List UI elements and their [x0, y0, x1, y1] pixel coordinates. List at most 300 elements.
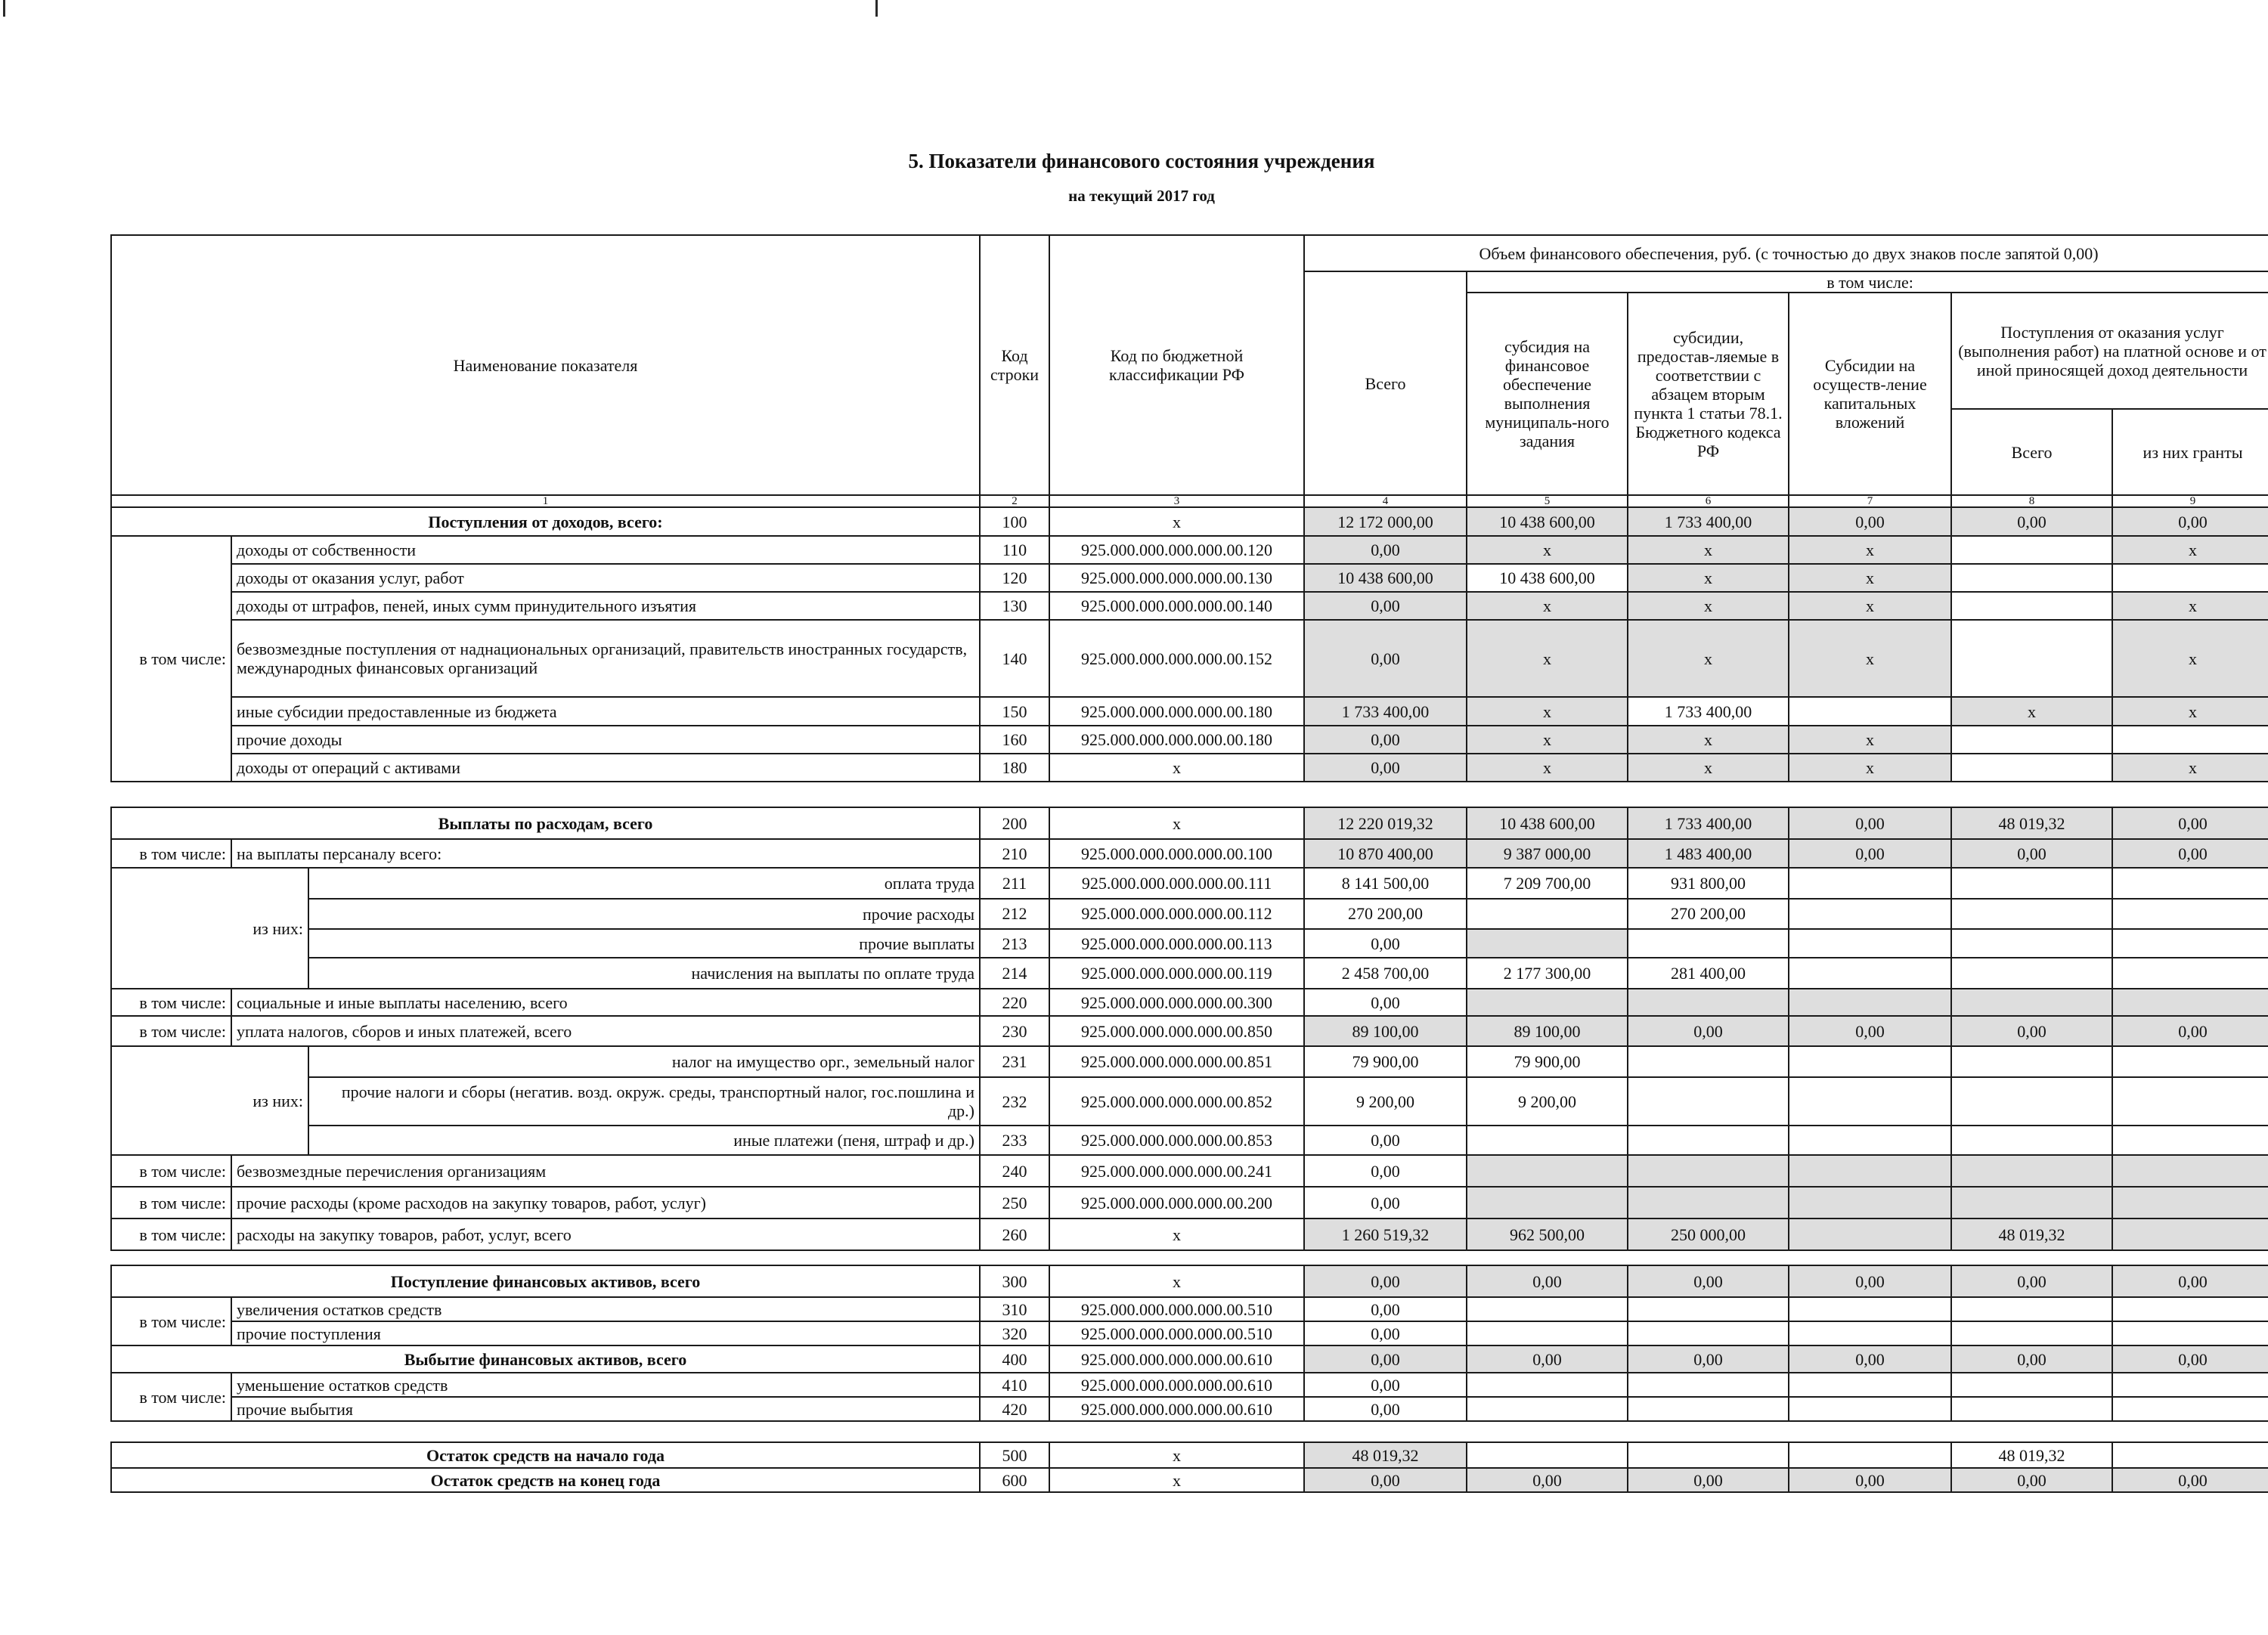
cell-subsidy-task — [1467, 1397, 1628, 1421]
cell-subsidy-78 — [1628, 1077, 1789, 1126]
row-code: 232 — [980, 1077, 1049, 1126]
cell-total: 270 200,00 — [1304, 899, 1467, 930]
cell-subsidy-task: 0,00 — [1467, 1345, 1628, 1373]
cell-subsidy-78: 281 400,00 — [1628, 958, 1789, 989]
cell-total: 0,00 — [1304, 1187, 1467, 1219]
cell-subsidy-capital — [1789, 1219, 1951, 1250]
table-row — [111, 1345, 2268, 1373]
group-label: в том числе: — [111, 536, 231, 782]
cell-total: 10 438 600,00 — [1304, 564, 1467, 592]
cell-subsidy-task — [1467, 1126, 1628, 1155]
cell-subsidy-task — [1467, 1297, 1628, 1321]
col-number: 4 — [1304, 495, 1467, 507]
row-name: доходы от штрафов, пеней, иных сумм принудительного изъятия — [231, 592, 980, 620]
row-name: прочие расходы — [308, 899, 979, 929]
cell-subsidy-capital — [1789, 1297, 1951, 1321]
header-volume: Объем финансового обеспечения, руб. (с точностью до двух знаков после запятой 0,00) — [1304, 235, 2268, 271]
cell-total: 48 019,32 — [1304, 1442, 1467, 1468]
cell-paid-total: 48 019,32 — [1951, 807, 2112, 839]
cell-subsidy-78 — [1628, 1126, 1789, 1155]
cell-subsidy-78 — [1628, 989, 1789, 1016]
group-label: в том числе: — [111, 1155, 231, 1187]
cell-paid-grants: 0,00 — [2112, 507, 2268, 536]
cell-paid-total — [1951, 564, 2112, 592]
cell-paid-grants — [2112, 1219, 2268, 1250]
row-code: 210 — [980, 839, 1049, 868]
scan-mark — [875, 0, 878, 17]
group-label: в том числе: — [111, 1187, 231, 1219]
cell-paid-total — [1951, 989, 2112, 1016]
table-row — [111, 1468, 2268, 1492]
row-kbk: 925.000.000.000.000.00.140 — [1049, 592, 1304, 620]
row-kbk: 925.000.000.000.000.00.120 — [1049, 536, 1304, 564]
cell-paid-total — [1951, 1321, 2112, 1345]
cell-paid-grants — [2112, 726, 2268, 754]
row-kbk: 925.000.000.000.000.00.200 — [1049, 1187, 1304, 1219]
row-code: 230 — [980, 1016, 1049, 1046]
cell-subsidy-task: 79 900,00 — [1467, 1046, 1628, 1077]
header-paid-total: Всего — [1952, 410, 2113, 494]
row-code: 320 — [980, 1321, 1049, 1345]
cell-total: 0,00 — [1304, 754, 1467, 782]
cell-subsidy-78: 1 733 400,00 — [1628, 807, 1789, 839]
cell-paid-grants — [2112, 989, 2268, 1016]
cell-subsidy-capital: 0,00 — [1789, 1016, 1951, 1046]
table-row — [111, 1373, 2268, 1397]
document-subtitle: на текущий 2017 год — [1068, 187, 1215, 205]
cell-subsidy-task: 0,00 — [1467, 1265, 1628, 1297]
row-code: 150 — [980, 697, 1049, 726]
table-row — [111, 1397, 2268, 1421]
cell-total: 0,00 — [1304, 1126, 1467, 1155]
row-code: 600 — [980, 1468, 1049, 1492]
cell-paid-grants — [2112, 899, 2268, 930]
cell-subsidy-capital — [1789, 1321, 1951, 1345]
row-name: доходы от операций с активами — [231, 754, 980, 782]
table-row — [111, 564, 2268, 592]
cell-paid-grants: 0,00 — [2112, 1345, 2268, 1373]
cell-subsidy-task: х — [1467, 754, 1628, 782]
cell-subsidy-task — [1467, 899, 1628, 930]
cell-subsidy-capital: х — [1789, 726, 1951, 754]
cell-paid-grants: 0,00 — [2112, 1468, 2268, 1492]
cell-subsidy-capital: 0,00 — [1789, 507, 1951, 536]
cell-subsidy-78: х — [1628, 620, 1789, 697]
cell-subsidy-capital — [1789, 1442, 1951, 1468]
cell-total: 0,00 — [1304, 1265, 1467, 1297]
row-kbk: 925.000.000.000.000.00.851 — [1049, 1046, 1304, 1077]
row-name: Поступление финансовых активов, всего — [111, 1265, 980, 1297]
cell-subsidy-78 — [1628, 1187, 1789, 1219]
cell-total: 1 260 519,32 — [1304, 1219, 1467, 1250]
table-row — [111, 1265, 2268, 1297]
cell-paid-grants: 0,00 — [2112, 839, 2268, 868]
cell-paid-grants: 0,00 — [2112, 1016, 2268, 1046]
row-code: 420 — [980, 1397, 1049, 1421]
cell-paid-grants — [2112, 1126, 2268, 1155]
table-row — [111, 1297, 2268, 1321]
row-code: 310 — [980, 1297, 1049, 1321]
cell-paid-grants: 0,00 — [2112, 1265, 2268, 1297]
cell-subsidy-task: х — [1467, 536, 1628, 564]
row-code: 200 — [980, 807, 1049, 839]
table-row — [111, 754, 2268, 782]
cell-subsidy-78: 1 733 400,00 — [1628, 697, 1789, 726]
table-row — [111, 1155, 2268, 1187]
cell-subsidy-task: 7 209 700,00 — [1467, 868, 1628, 899]
group-label: из них: — [112, 1047, 308, 1154]
sub-group — [111, 1046, 980, 1155]
cell-subsidy-capital — [1789, 989, 1951, 1016]
row-kbk: х — [1049, 807, 1304, 839]
cell-subsidy-task — [1467, 1321, 1628, 1345]
group-label: в том числе: — [111, 989, 231, 1016]
cell-subsidy-78 — [1628, 1046, 1789, 1077]
row-name: Выплаты по расходам, всего — [111, 807, 980, 839]
header-name: Наименование показателя — [111, 235, 980, 495]
row-kbk: 925.000.000.000.000.00.180 — [1049, 726, 1304, 754]
cell-total: 10 870 400,00 — [1304, 839, 1467, 868]
table-row — [111, 989, 2268, 1016]
cell-subsidy-78 — [1628, 929, 1789, 958]
row-name: прочие налоги и сборы (негатив. возд. окруж. среды, транспортный налог, гос.пошлина и др.) — [308, 1077, 979, 1126]
cell-subsidy-capital: х — [1789, 564, 1951, 592]
row-kbk: 925.000.000.000.000.00.180 — [1049, 697, 1304, 726]
cell-total: 12 172 000,00 — [1304, 507, 1467, 536]
cell-paid-total — [1951, 1126, 2112, 1155]
cell-total: 79 900,00 — [1304, 1046, 1467, 1077]
row-name: увеличения остатков средств — [231, 1297, 980, 1321]
row-kbk: 925.000.000.000.000.00.510 — [1049, 1321, 1304, 1345]
cell-subsidy-capital — [1789, 1046, 1951, 1077]
row-name: Поступления от доходов, всего: — [111, 507, 980, 536]
table-row — [111, 1187, 2268, 1219]
cell-subsidy-task: 10 438 600,00 — [1467, 807, 1628, 839]
cell-total: 12 220 019,32 — [1304, 807, 1467, 839]
header-total: Всего — [1304, 271, 1467, 495]
row-code: 180 — [980, 754, 1049, 782]
cell-paid-grants — [2112, 1297, 2268, 1321]
row-code: 100 — [980, 507, 1049, 536]
cell-subsidy-capital: х — [1789, 754, 1951, 782]
sub-group — [111, 868, 980, 989]
table-row — [111, 839, 2268, 868]
table-row — [111, 1321, 2268, 1345]
row-name: иные платежи (пеня, штраф и др.) — [308, 1126, 979, 1154]
table-row — [111, 1219, 2268, 1250]
row-code: 250 — [980, 1187, 1049, 1219]
row-name: прочие выбытия — [231, 1397, 980, 1421]
cell-paid-total — [1951, 620, 2112, 697]
row-kbk: х — [1049, 1265, 1304, 1297]
cell-subsidy-task: 10 438 600,00 — [1467, 564, 1628, 592]
group-label: в том числе: — [111, 1219, 231, 1250]
cell-paid-total — [1951, 899, 2112, 930]
cell-subsidy-capital — [1789, 868, 1951, 899]
cell-total: 0,00 — [1304, 1373, 1467, 1397]
cell-paid-grants — [2112, 958, 2268, 989]
row-code: 410 — [980, 1373, 1049, 1397]
cell-paid-total — [1951, 1297, 2112, 1321]
cell-subsidy-78 — [1628, 1321, 1789, 1345]
cell-subsidy-task: 962 500,00 — [1467, 1219, 1628, 1250]
cell-paid-total: 0,00 — [1951, 1265, 2112, 1297]
row-code: 214 — [980, 958, 1049, 989]
cell-subsidy-78: 1 483 400,00 — [1628, 839, 1789, 868]
balance-table — [110, 1441, 2268, 1493]
cell-subsidy-78: х — [1628, 726, 1789, 754]
row-kbk: 925.000.000.000.000.00.853 — [1049, 1126, 1304, 1155]
cell-paid-total — [1951, 929, 2112, 958]
col-number: 1 — [111, 495, 980, 507]
cell-paid-total — [1951, 1155, 2112, 1187]
cell-total: 0,00 — [1304, 1468, 1467, 1492]
cell-total: 0,00 — [1304, 536, 1467, 564]
cell-subsidy-capital: 0,00 — [1789, 1468, 1951, 1492]
cell-paid-grants — [2112, 564, 2268, 592]
row-name: социальные и иные выплаты населению, всего — [231, 989, 980, 1016]
row-name: прочие доходы — [231, 726, 980, 754]
cell-total: 0,00 — [1304, 1345, 1467, 1373]
cell-subsidy-task: х — [1467, 726, 1628, 754]
cell-total: 0,00 — [1304, 1397, 1467, 1421]
cell-paid-grants — [2112, 1187, 2268, 1219]
row-name: на выплаты персаналу всего: — [231, 839, 980, 868]
row-name: доходы от собственности — [231, 536, 980, 564]
cell-total: 89 100,00 — [1304, 1016, 1467, 1046]
row-kbk: 925.000.000.000.000.00.850 — [1049, 1016, 1304, 1046]
row-code: 110 — [980, 536, 1049, 564]
row-code: 260 — [980, 1219, 1049, 1250]
cell-subsidy-78: 270 200,00 — [1628, 899, 1789, 930]
row-kbk: 925.000.000.000.000.00.510 — [1049, 1297, 1304, 1321]
row-name: безвозмездные поступления от наднациональных организаций, правительств иностранных государств, международных финансовых организаций — [231, 620, 980, 697]
cell-paid-total — [1951, 536, 2112, 564]
cell-paid-grants — [2112, 929, 2268, 958]
expenses-table — [110, 807, 2268, 1251]
header-paid: Поступления от оказания услуг (выполнения работ) на платной основе и от иной приносящей доход деятельности — [1952, 293, 2268, 410]
cell-total: 0,00 — [1304, 726, 1467, 754]
row-code: 220 — [980, 989, 1049, 1016]
cell-paid-total: 48 019,32 — [1951, 1442, 2112, 1468]
row-kbk: х — [1049, 1219, 1304, 1250]
header-paid-grants: из них гранты — [2143, 442, 2243, 462]
cell-paid-total: 0,00 — [1951, 1345, 2112, 1373]
cell-subsidy-task: 0,00 — [1467, 1468, 1628, 1492]
cell-paid-total — [1951, 592, 2112, 620]
cell-paid-total — [1951, 958, 2112, 989]
row-name: Остаток средств на конец года — [111, 1468, 980, 1492]
row-kbk: 925.000.000.000.000.00.610 — [1049, 1345, 1304, 1373]
cell-subsidy-78: 250 000,00 — [1628, 1219, 1789, 1250]
cell-paid-total — [1951, 1046, 2112, 1077]
row-name: налог на имущество орг., земельный налог — [308, 1047, 979, 1077]
table-row — [111, 726, 2268, 754]
table-row — [111, 620, 2268, 697]
cell-subsidy-task — [1467, 1187, 1628, 1219]
cell-subsidy-capital: 0,00 — [1789, 839, 1951, 868]
row-kbk: 925.000.000.000.000.00.111 — [1049, 868, 1304, 899]
row-name: расходы на закупку товаров, работ, услуг, всего — [231, 1219, 980, 1250]
col-number: 2 — [980, 495, 1049, 507]
cell-paid-total — [1951, 726, 2112, 754]
cell-subsidy-78: х — [1628, 754, 1789, 782]
table-row — [111, 1442, 2268, 1468]
cell-subsidy-task: 9 387 000,00 — [1467, 839, 1628, 868]
table-row — [111, 1016, 2268, 1046]
cell-subsidy-capital — [1789, 1397, 1951, 1421]
row-name: прочие расходы (кроме расходов на закупку товаров, работ, услуг) — [231, 1187, 980, 1219]
row-name: безвозмездные перечисления организациям — [231, 1155, 980, 1187]
cell-total: 0,00 — [1304, 1297, 1467, 1321]
row-code: 130 — [980, 592, 1049, 620]
cell-subsidy-task — [1467, 1155, 1628, 1187]
cell-subsidy-capital — [1789, 1373, 1951, 1397]
row-name: оплата труда — [308, 869, 979, 899]
cell-total: 1 733 400,00 — [1304, 697, 1467, 726]
col-number: 6 — [1628, 495, 1789, 507]
cell-total: 2 458 700,00 — [1304, 958, 1467, 989]
header-including: в том числе: — [1467, 271, 2268, 293]
cell-paid-grants — [2112, 1397, 2268, 1421]
row-code: 233 — [980, 1126, 1049, 1155]
row-code: 500 — [980, 1442, 1049, 1468]
cell-total: 0,00 — [1304, 1155, 1467, 1187]
cell-subsidy-capital: 0,00 — [1789, 1345, 1951, 1373]
cell-paid-grants — [2112, 1046, 2268, 1077]
row-code: 400 — [980, 1345, 1049, 1373]
cell-subsidy-78 — [1628, 1297, 1789, 1321]
cell-subsidy-78: 931 800,00 — [1628, 868, 1789, 899]
group-label: из них: — [112, 869, 308, 988]
cell-paid-grants — [2112, 1077, 2268, 1126]
cell-subsidy-task: 9 200,00 — [1467, 1077, 1628, 1126]
cell-subsidy-78 — [1628, 1397, 1789, 1421]
group-label: в том числе: — [111, 1297, 231, 1345]
row-kbk: 925.000.000.000.000.00.100 — [1049, 839, 1304, 868]
cell-total: 0,00 — [1304, 592, 1467, 620]
cell-subsidy-78: х — [1628, 564, 1789, 592]
cell-paid-grants — [2112, 1155, 2268, 1187]
header-code: Код строки — [980, 235, 1049, 495]
cell-subsidy-78: 0,00 — [1628, 1265, 1789, 1297]
row-kbk: 925.000.000.000.000.00.113 — [1049, 929, 1304, 958]
cell-paid-total — [1951, 754, 2112, 782]
cell-subsidy-78: 1 733 400,00 — [1628, 507, 1789, 536]
cell-total: 0,00 — [1304, 989, 1467, 1016]
row-name: иные субсидии предоставленные из бюджета — [231, 697, 980, 726]
cell-subsidy-capital: 0,00 — [1789, 1265, 1951, 1297]
row-code: 213 — [980, 929, 1049, 958]
row-kbk: 925.000.000.000.000.00.112 — [1049, 899, 1304, 930]
cell-subsidy-capital: 0,00 — [1789, 807, 1951, 839]
row-code: 140 — [980, 620, 1049, 697]
row-name: прочие поступления — [231, 1321, 980, 1345]
cell-subsidy-78 — [1628, 1442, 1789, 1468]
col-number: 3 — [1049, 495, 1304, 507]
header-subsidy-78: субсидии, предостав-ляемые в соответствии с абзацем вторым пункта 1 статьи 78.1. Бюджетного кодекса РФ — [1628, 293, 1789, 495]
cell-subsidy-capital: х — [1789, 620, 1951, 697]
cell-subsidy-capital — [1789, 1126, 1951, 1155]
cell-subsidy-capital — [1789, 958, 1951, 989]
cell-subsidy-78: х — [1628, 592, 1789, 620]
cell-subsidy-task — [1467, 1442, 1628, 1468]
row-kbk: х — [1049, 1468, 1304, 1492]
cell-total: 9 200,00 — [1304, 1077, 1467, 1126]
cell-subsidy-task — [1467, 929, 1628, 958]
cell-paid-grants — [2112, 1321, 2268, 1345]
cell-subsidy-task: 89 100,00 — [1467, 1016, 1628, 1046]
row-code: 300 — [980, 1265, 1049, 1297]
cell-total: 0,00 — [1304, 1321, 1467, 1345]
cell-subsidy-task: х — [1467, 697, 1628, 726]
table-row — [111, 1046, 2268, 1077]
row-kbk: х — [1049, 754, 1304, 782]
row-name: Остаток средств на начало года — [111, 1442, 980, 1468]
cell-subsidy-capital — [1789, 929, 1951, 958]
cell-subsidy-78: х — [1628, 536, 1789, 564]
row-kbk: 925.000.000.000.000.00.852 — [1049, 1077, 1304, 1126]
header-kbk: Код по бюджетной классификации РФ — [1049, 235, 1304, 495]
cell-subsidy-78: 0,00 — [1628, 1016, 1789, 1046]
cell-paid-grants: х — [2112, 620, 2268, 697]
cell-total: 8 141 500,00 — [1304, 868, 1467, 899]
table-row — [111, 592, 2268, 620]
cell-subsidy-task — [1467, 989, 1628, 1016]
header-subsidy-task: субсидия на финансовое обеспечение выполнения муниципаль-ного задания — [1467, 293, 1628, 495]
row-code: 231 — [980, 1046, 1049, 1077]
cell-paid-total — [1951, 1397, 2112, 1421]
group-label: в том числе: — [111, 1373, 231, 1421]
cell-paid-total: 48 019,32 — [1951, 1219, 2112, 1250]
cell-paid-total: х — [1951, 697, 2112, 726]
header-paid-group — [1951, 293, 2268, 495]
table-row — [111, 697, 2268, 726]
cell-subsidy-task: х — [1467, 620, 1628, 697]
row-code: 120 — [980, 564, 1049, 592]
cell-paid-grants: х — [2112, 697, 2268, 726]
cell-subsidy-task: х — [1467, 592, 1628, 620]
row-kbk: 925.000.000.000.000.00.130 — [1049, 564, 1304, 592]
cell-paid-grants — [2112, 1442, 2268, 1468]
cell-paid-total: 0,00 — [1951, 839, 2112, 868]
cell-paid-total: 0,00 — [1951, 507, 2112, 536]
cell-subsidy-78 — [1628, 1155, 1789, 1187]
scan-mark — [3, 0, 5, 17]
cell-subsidy-capital — [1789, 1187, 1951, 1219]
cell-paid-total — [1951, 868, 2112, 899]
row-name: начисления на выплаты по оплате труда — [308, 958, 979, 988]
group-label: в том числе: — [111, 1016, 231, 1046]
column-numbers-row — [111, 495, 2268, 507]
table-row — [111, 507, 2268, 536]
row-kbk: 925.000.000.000.000.00.152 — [1049, 620, 1304, 697]
cell-paid-grants: 0,00 — [2112, 807, 2268, 839]
income-table — [110, 234, 2268, 782]
row-kbk: 925.000.000.000.000.00.610 — [1049, 1397, 1304, 1421]
table-row — [111, 807, 2268, 839]
row-code: 212 — [980, 899, 1049, 930]
cell-subsidy-capital — [1789, 1077, 1951, 1126]
assets-table — [110, 1265, 2268, 1422]
group-label: в том числе: — [111, 839, 231, 868]
cell-paid-grants: х — [2112, 592, 2268, 620]
row-kbk: 925.000.000.000.000.00.300 — [1049, 989, 1304, 1016]
col-number: 7 — [1789, 495, 1951, 507]
col-number: 9 — [2112, 495, 2268, 507]
cell-subsidy-task: 10 438 600,00 — [1467, 507, 1628, 536]
cell-paid-total — [1951, 1373, 2112, 1397]
